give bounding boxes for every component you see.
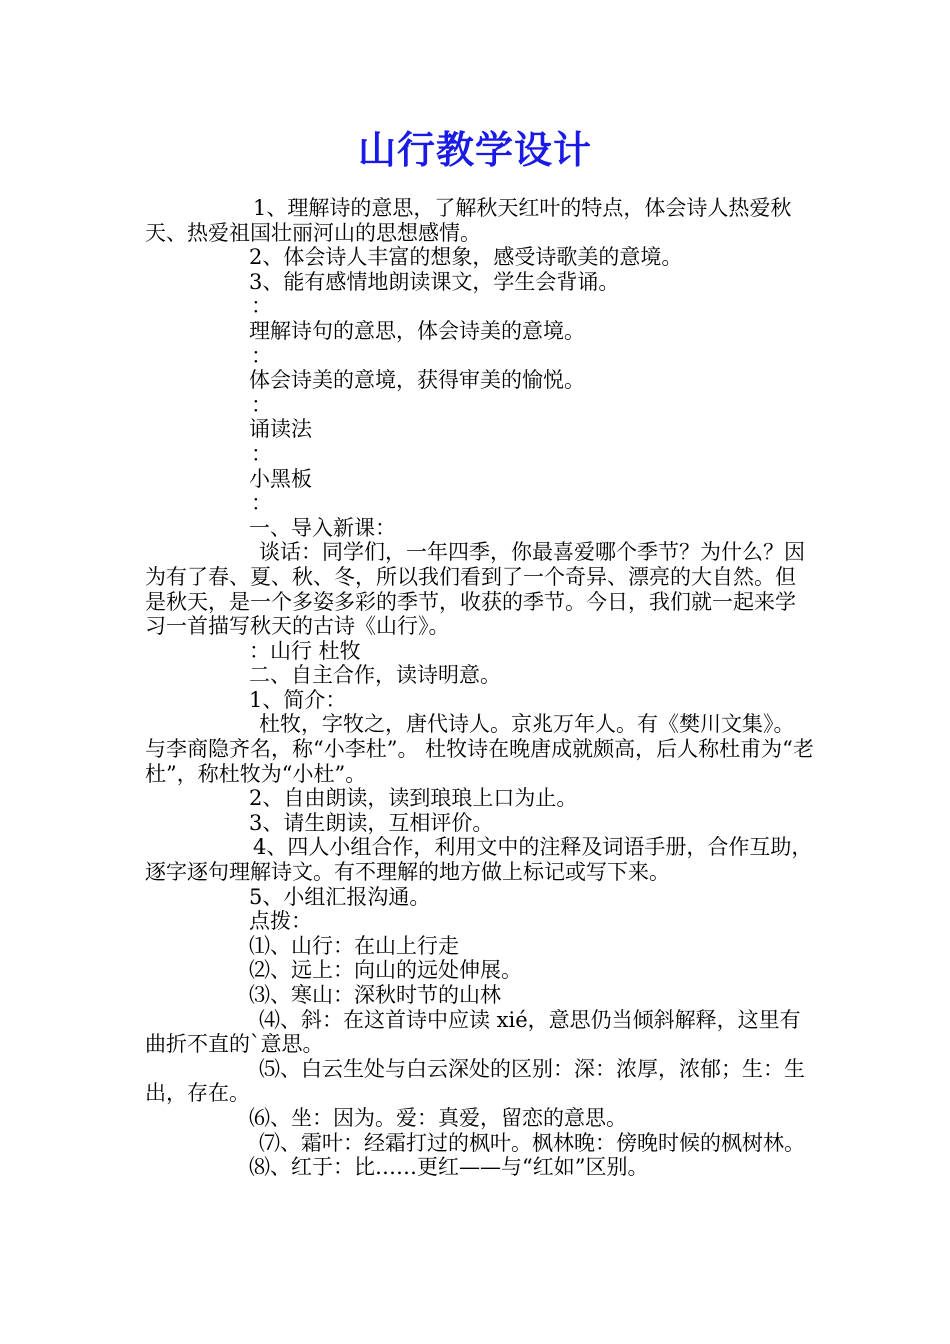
- section-colon: ：: [251, 294, 272, 319]
- page-title: 山行教学设计: [357, 127, 592, 172]
- author-intro: 杜牧，字牧之，唐代诗人。京兆万年人。有《樊川文集》。与李商隐齐名，称“小李杜”。 杜牧诗在晚唐成就颇高，后人称杜甫为“老杜”，称杜牧为“小杜”。: [145, 712, 814, 786]
- note-3: ⑶、寒山：深秋时节的山林: [249, 983, 501, 1007]
- step-1: 1、简介：: [249, 687, 347, 712]
- note-6: ⑹、坐：因为。爱：真爱，留恋的意思。: [249, 1105, 627, 1130]
- note-5: ⑸、白云生处与白云深处的区别：深：浓厚，浓郁；生：生出，存在。: [145, 1056, 805, 1106]
- document-body: [145, 196, 815, 1180]
- objective-2: 2、体会诗人丰富的想象，感受诗歌美的意境。: [249, 245, 683, 270]
- intro-talk: 谈话：同学们，一年四季，你最喜爱哪个季节？为什么？因为有了春、夏、秋、冬，所以我们看到了一个奇异、漂亮的大自然。但是秋天，是一个多姿多彩的季节，收获的季节。今日，我们就一起来学习一首描写秋天的古诗《山行》。: [145, 540, 805, 639]
- teaching-aid: 小黑板: [249, 466, 312, 491]
- step-5: 5、小组汇报沟通。: [249, 884, 431, 909]
- note-1: ⑴、山行：在山上行走: [249, 933, 459, 958]
- section-colon: ：: [251, 491, 272, 516]
- section-heading-2: 二、自主合作，读诗明意。: [249, 663, 501, 688]
- note-7: ⑺、霜叶：经霜打过的枫叶。枫林晚：傍晚时候的枫树林。: [259, 1130, 805, 1155]
- step-4: 4、四人小组合作，利用文中的注释及词语手册，合作互助，逐字逐句理解诗文。有不理解的地方做上标记或写下来。: [145, 835, 813, 885]
- key-point: 理解诗句的意思，体会诗美的意境。: [249, 318, 585, 343]
- step-3: 3、请生朗读，互相评价。: [249, 810, 494, 835]
- step-2: 2、自由朗读，读到琅琅上口为止。: [249, 786, 578, 811]
- note-2: ⑵、远上：向山的远处伸展。: [249, 958, 522, 983]
- teaching-method: 诵读法: [249, 417, 312, 442]
- section-heading-1: 一、导入新课：: [249, 515, 396, 540]
- note-8: ⑻、红于：比……更红——与“红如”区别。: [249, 1155, 649, 1180]
- objective-1: 1、理解诗的意思，了解秋天红叶的特点，体会诗人热爱秋天、热爱祖国壮丽河山的思想感情。: [145, 196, 792, 245]
- difficult-point: 体会诗美的意境，获得审美的愉悦。: [249, 368, 585, 393]
- guidance-label: 点拨：: [249, 909, 312, 934]
- section-colon: ：: [251, 343, 272, 368]
- objective-3: 3、能有感情地朗读课文，学生会背诵。: [249, 269, 620, 294]
- note-4: ⑷、斜：在这首诗中应读 xié，意思仍当倾斜解释，这里有曲折不直的`意思。: [145, 1007, 801, 1057]
- section-colon: ：: [251, 441, 272, 466]
- poem-title-line: ：山行 杜牧: [249, 638, 361, 663]
- section-colon: ：: [251, 392, 272, 417]
